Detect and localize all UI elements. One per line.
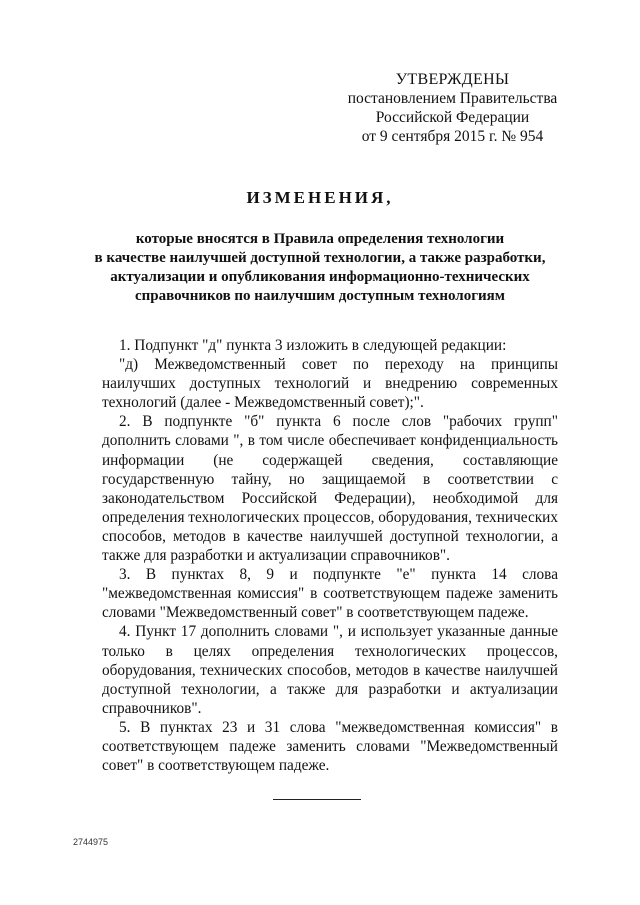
approval-date-line: от 9 сентября 2015 г. № 954 xyxy=(361,128,544,145)
paragraph-5: 5. В пунктах 23 и 31 слова "межведомственная комиссия" в соответствующем падеже заменить словами "Межведомственный совет" в соответствующем падеже. xyxy=(102,718,558,775)
approval-country-line: Российской Федерации xyxy=(375,109,530,126)
document-title: ИЗМЕНЕНИЯ, xyxy=(246,188,394,207)
approval-resolution-line: постановлением Правительства xyxy=(347,90,558,107)
paragraph-3: 3. В пунктах 8, 9 и подпункте "е" пункта 14 слова "межведомственная комиссия" в соответствующем падеже заменить словами "Межведомственный совет" в соответствующем падеже. xyxy=(102,566,558,622)
closing-rule xyxy=(273,799,361,800)
subtitle-line: актуализации и опубликования информационно-технических xyxy=(110,269,530,285)
subtitle-line: справочников по наилучшим доступным технологиям xyxy=(135,288,505,304)
document-number: 2744975 xyxy=(73,837,109,847)
approval-stamp xyxy=(340,70,565,146)
subtitle-line: которые вносятся в Правила определения технологии xyxy=(135,231,505,247)
document-body xyxy=(102,336,558,775)
paragraph-1-quote: "д) Межведомственный совет по переходу на принципы наилучших доступных технологий и внедрению современных технологий (далее - Межведомственный совет);". xyxy=(102,356,558,412)
paragraph-2: 2. В подпункте "б" пункта 6 после слов "рабочих групп" дополнить словами ", в том числе обеспечивает конфиденциальность информации (не содержащей сведения, составляющие государственную тайну, но защищаемой в соответствии с законодательством Российской Федерации), необходимой для определения технологических процессов, оборудования, технических способов, методов в качестве наилучшей доступной технологии, а также для разработки и актуализации справочников". xyxy=(102,413,559,565)
paragraph-4: 4. Пункт 17 дополнить словами ", и использует указанные данные только в целях определения технологических процессов, оборудования, технических способов, методов в качестве наилучшей доступной технологии, а также для разработки и актуализации справочников". xyxy=(102,623,558,717)
approval-heading: УТВЕРЖДЕНЫ xyxy=(395,71,510,88)
document-subtitle xyxy=(80,230,560,306)
paragraph-1: 1. Подпункт "д" пункта 3 изложить в следующей редакции: xyxy=(119,337,507,354)
subtitle-line: в качестве наилучшей доступной технологии, а также разработки, xyxy=(94,250,546,266)
